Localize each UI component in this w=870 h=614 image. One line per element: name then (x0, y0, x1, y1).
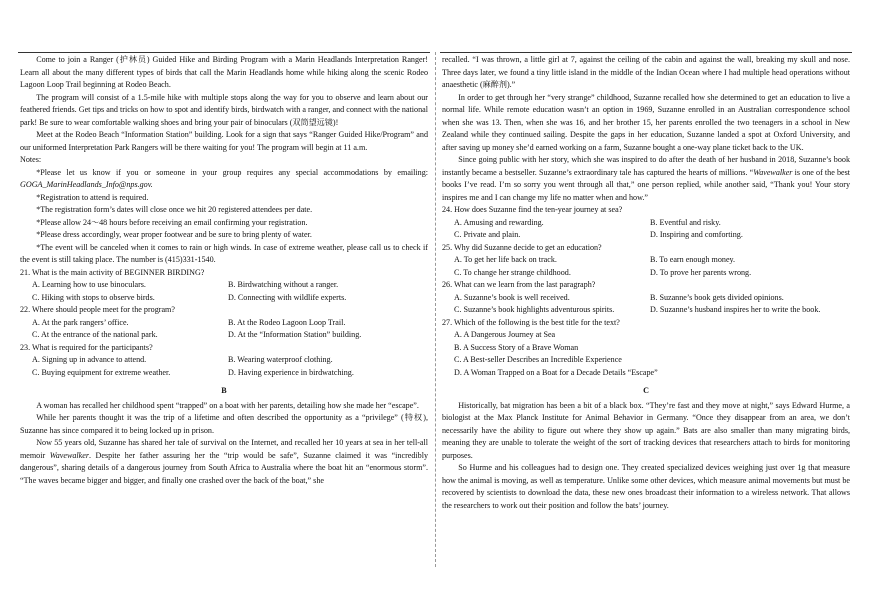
option: B. Suzanne’s book gets divided opinions. (650, 292, 784, 302)
option: D. Suzanne’s husband inspires her to write the book. (650, 305, 821, 314)
option: C. Hiking with stops to observe birds. (32, 292, 155, 302)
question-23 (20, 342, 428, 380)
option: C. At the entrance of the national park. (32, 330, 158, 339)
option: B. A Success Story of a Brave Woman (454, 342, 579, 352)
notes-email-line (20, 167, 428, 192)
book-title: Wavewalker (753, 167, 793, 177)
option: D. A Woman Trapped on a Boat for a Decade Details “Escape” (454, 367, 658, 377)
notes-email-text: *Please let us know if you or someone in your group requires any special accommodations by emailing: (36, 167, 428, 177)
option: D. At the “Information Station” building. (228, 330, 362, 339)
passage-b-paragraph: In order to get through her “very strange” childhood, Suzanne recalled how she determined to get an education to live a normal life. While remote education wasn’t an option in 1969, Suzanne enrolled in an Australian correspondence school when she was 13. Then, when she was 16, and her brother 15, her parents enrolled the two teenagers in a school in New Zealand while they continued sailing. Despite the gaps in her education, Suzanne landed a spot at Oxford University, and after saving up money she’d earned working on a farm, Suzanne bought a one-way plane ticket back to the UK. (442, 92, 850, 152)
top-rule-left (18, 52, 430, 53)
note-item: *The registration form’s dates will close once we hit 20 registered attendees per date. (36, 205, 313, 214)
question-21 (20, 267, 428, 305)
note-item: *The event will be canceled when it comes to rain or high winds. In case of extreme weather, please call us to check if the event is still taking place. The number is (415)331-1540. (20, 242, 428, 264)
option: B. Eventful and risky. (650, 217, 721, 227)
question-25 (442, 242, 850, 280)
passage-b-paragraph (442, 154, 850, 204)
passage-b-continued: recalled. “I was thrown, a little girl at 7, against the ceiling of the cabin and against the wall, breaking my skull and nose. Three days later, we found a tiny little island in the middle of the Indian Ocean where I had multiple head operations without anaesthetic (麻醉剂).” (442, 55, 850, 89)
passage-a-paragraph: Come to join a Ranger (护林员) Guided Hike and Birding Program with a Marin Headlands Interpretation Ranger! Learn all about the many different types of birds that call the Marin Headlands home while hiking along the scenic Rodeo Lagoon Loop Trail beginning at Rodeo Beach. (20, 55, 428, 89)
book-title: Wavewalker (49, 450, 89, 460)
section-b-heading: B (221, 386, 227, 395)
option: D. To prove her parents wrong. (650, 267, 752, 277)
option: A. A Dangerous Journey at Sea (454, 330, 556, 339)
passage-c-paragraph: Historically, bat migration has been a bit of a black box. “They’re fast and they move at night,” says Edward Hurme, a biologist at the Max Planck Institute for Animal Behavior in Germany. “Once they disappear from an area, we don’t necessarily have the ability to figure out where they show up again.” Bats are also smaller than many migrating birds, meaning they are unable to tolerate the weight of the sort of tracking devices that researchers attach to birds for monitoring purposes. (442, 400, 850, 460)
option: D. Connecting with wildlife experts. (228, 292, 347, 302)
note-item: *Please allow 24～48 hours before receiving an email confirming your registration. (36, 217, 308, 227)
question-stem: 25. Why did Suzanne decide to get an education? (442, 242, 602, 252)
option: A. Signing up in advance to attend. (32, 355, 147, 364)
option: B. Wearing waterproof clothing. (228, 355, 333, 364)
question-stem: 23. What is required for the participants? (20, 342, 153, 352)
question-27 (442, 317, 850, 380)
question-stem: 22. Where should people meet for the program? (20, 305, 175, 314)
passage-b-text: Now 55 years old, Suzanne has shared her tale of survival on the Internet, and recalled her 10 years at sea in her tell-all memoir (20, 438, 428, 460)
note-item: *Registration to attend is required. (36, 192, 149, 202)
question-22 (20, 304, 428, 342)
left-column (20, 54, 428, 487)
option: B. At the Rodeo Lagoon Loop Trail. (228, 317, 346, 327)
question-24 (442, 204, 850, 242)
passage-b-text: Since going public with her story, which she was inspired to do after the death of her husband in 2018, Suzanne’s book instantly became a bestseller. Suzanne’s extraordinary tale has captured the hearts of millions. “ (442, 155, 850, 177)
column-divider (435, 52, 436, 567)
option: A. At the park rangers’ office. (32, 317, 129, 327)
question-stem: 24. How does Suzanne find the ten-year journey at sea? (442, 205, 623, 214)
option: C. Suzanne’s book highlights adventurous spirits. (454, 305, 615, 314)
section-c-heading: C (643, 386, 649, 395)
option: A. Suzanne’s book is well received. (454, 292, 570, 302)
top-rule-right (440, 52, 852, 53)
option: B. To earn enough money. (650, 255, 736, 264)
passage-b-text: is one of the best books I’ve read. I’m so sorry you went through all that,” one person replied, while another said, “Thank you! Your story inspires me and I can change my life no matter when and how.” (442, 167, 850, 202)
option: C. Private and plain. (454, 230, 521, 239)
option: C. To change her strange childhood. (454, 267, 571, 277)
option: D. Inspiring and comforting. (650, 230, 743, 239)
question-26 (442, 279, 850, 317)
option: D. Having experience in birdwatching. (228, 367, 354, 377)
notes-email-address: GOGA_MarinHeadlands_Info@nps.gov. (20, 180, 153, 189)
question-stem: 27. Which of the following is the best title for the text? (442, 317, 620, 327)
question-stem: 21. What is the main activity of BEGINNER BIRDING? (20, 267, 205, 277)
option: C. A Best-seller Describes an Incredible Experience (454, 355, 622, 364)
passage-b-paragraph (20, 437, 428, 487)
passage-a-paragraph: The program will consist of a 1.5-mile hike with multiple stops along the way for you to observe and learn about our feathered friends. Get tips and tricks on how to spot and identify birds, birdwatch with a ranger, and connect with the national park! Be sure to wear comfortable walking shoes and bring your pair of binoculars (双筒望远镜)! (20, 92, 428, 127)
passage-b-paragraph: While her parents thought it was the trip of a lifetime and often described the opportunity as a “privilege” (特权), Suzanne has since compared it to being locked up in prison. (20, 413, 428, 435)
passage-b-paragraph: A woman has recalled her childhood spent “trapped” on a boat with her parents, detailing how she made her “escape”. (36, 400, 419, 410)
passage-a-paragraph: Meet at the Rodeo Beach “Information Station” building. Look for a sign that says “Ranger Guided Hike/Program” and our uniformed Interpretation Park Rangers will be there waiting for you! The program will begin at 11 a.m. (20, 130, 428, 152)
option: A. To get her life back on track. (454, 255, 557, 264)
question-stem: 26. What can we learn from the last paragraph? (442, 280, 596, 289)
passage-b-text: . Despite her father assuring her the “trip would be safe”, Suzanne claimed it was “incredibly dangerous”, sharing details of a dangerous journey from South Africa to Australia where the boat hit an “enormous storm”. “The waves became bigger and bigger, and finally one crashed over the back of the boat,” she (20, 450, 428, 485)
option: B. Birdwatching without a ranger. (228, 280, 339, 289)
option: C. Buying equipment for extreme weather. (32, 367, 171, 377)
option: A. Learning how to use binoculars. (32, 280, 146, 289)
passage-c-paragraph: So Hurme and his colleagues had to design one. They created specialized devices weighing just over 1g that measure how the animal is moving, as well as temperature. Unlike some other devices, which measure animal movements but must be recovered by scientists to download the data, these new ones broadcast their information to a wireless network. That allows the researchers to work out their position and follow the bats’ journey. (442, 463, 850, 510)
right-column (442, 54, 850, 512)
notes-label: Notes: (20, 155, 42, 164)
option: A. Amusing and rewarding. (454, 217, 544, 227)
note-item: *Please dress accordingly, wear proper footwear and be sure to bring plenty of water. (36, 230, 312, 239)
